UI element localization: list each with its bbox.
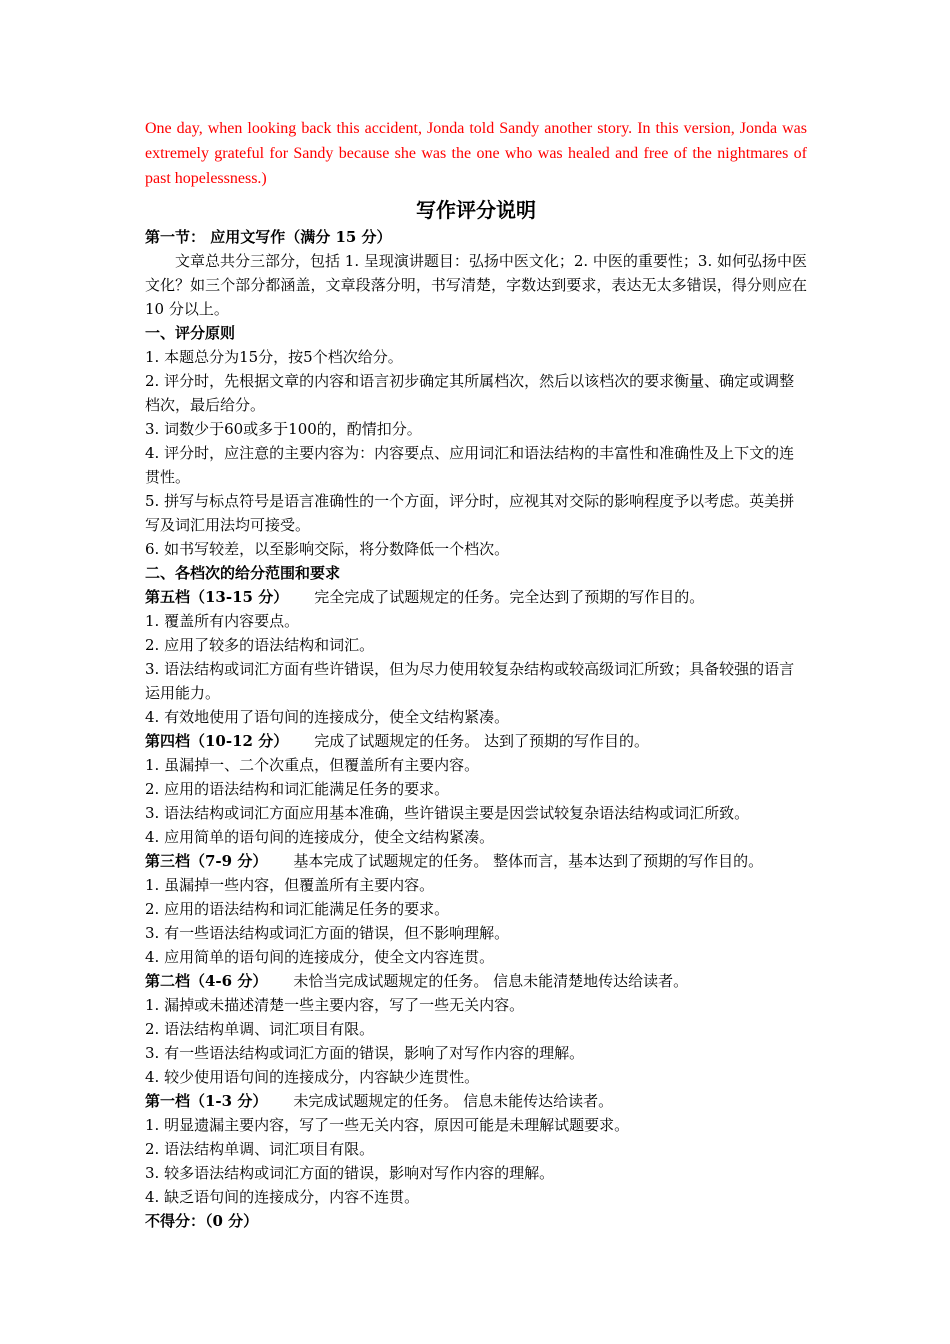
band-5 [145, 585, 807, 729]
band-item: 2. 应用了较多的语法结构和词汇。 [145, 636, 375, 654]
zero-score-heading: 不得分：（0 分） [145, 1212, 259, 1230]
band-header [145, 969, 807, 993]
band-4 [145, 729, 807, 849]
document-title: 写作评分说明 [416, 198, 536, 222]
section1-paragraph: 文章总共分三部分，包括 1. 呈现演讲题目：弘扬中医文化；2. 中医的重要性；3. 如何弘扬中医文化？如三个部分都涵盖，文章段落分明，书写清楚，字数达到要求，表达无太多错误，得分则应在 10 分以上。 [145, 252, 808, 318]
band-item: 1. 虽漏掉一、二个次重点，但覆盖所有主要内容。 [145, 756, 480, 774]
band-label: 第二档（4-6 分） [145, 972, 268, 990]
band-desc: 未恰当完成试题规定的任务。 信息未能清楚地传达给读者。 [293, 972, 689, 990]
band-1 [145, 1089, 807, 1209]
band-header [145, 1089, 807, 1113]
band-2 [145, 969, 807, 1089]
band-header [145, 729, 807, 753]
band-desc: 基本完成了试题规定的任务。 整体而言，基本达到了预期的写作目的。 [293, 852, 764, 870]
principles-heading: 一、评分原则 [145, 324, 236, 342]
band-item: 3. 有一些语法结构或词汇方面的错误，但不影响理解。 [145, 924, 510, 942]
band-item: 4. 缺乏语句间的连接成分，内容不连贯。 [145, 1188, 420, 1206]
principle-item: 5. 拼写与标点符号是语言准确性的一个方面，评分时，应视其对交际的影响程度予以考虑。英美拼写及词汇用法均可接受。 [145, 492, 795, 534]
intro-red-paragraph: One day, when looking back this accident, Jonda told Sandy another story. In this version, Jonda was extremely grateful for Sandy because she was the one who was healed and free of the nightmares of past hopelessness.) [145, 120, 807, 187]
band-item: 2. 应用的语法结构和词汇能满足任务的要求。 [145, 900, 450, 918]
band-label: 第一档（1-3 分） [145, 1092, 268, 1110]
band-label: 第四档（10-12 分） [145, 732, 289, 750]
principle-item: 1. 本题总分为15分，按5个档次给分。 [145, 348, 403, 366]
band-label: 第五档（13-15 分） [145, 588, 289, 606]
bands-heading: 二、各档次的给分范围和要求 [145, 564, 341, 582]
band-item: 2. 语法结构单调、词汇项目有限。 [145, 1140, 375, 1158]
principle-item: 2. 评分时，先根据文章的内容和语言初步确定其所属档次，然后以该档次的要求衡量、确定或调整档次，最后给分。 [145, 372, 795, 414]
band-item: 1. 虽漏掉一些内容，但覆盖所有主要内容。 [145, 876, 435, 894]
band-item: 3. 较多语法结构或词汇方面的错误，影响对写作内容的理解。 [145, 1164, 555, 1182]
band-desc: 完全完成了试题规定的任务。完全达到了预期的写作目的。 [314, 588, 705, 606]
band-item: 3. 有一些语法结构或词汇方面的错误，影响了对写作内容的理解。 [145, 1044, 585, 1062]
principle-item: 6. 如书写较差，以至影响交际，将分数降低一个档次。 [145, 540, 510, 558]
principle-item: 4. 评分时，应注意的主要内容为：内容要点、应用词汇和语法结构的丰富性和准确性及上下文的连贯性。 [145, 444, 795, 486]
band-item: 1. 漏掉或未描述清楚一些主要内容，写了一些无关内容。 [145, 996, 525, 1014]
band-header [145, 585, 807, 609]
principle-item: 3. 词数少于60或多于100的，酌情扣分。 [145, 420, 422, 438]
band-desc: 完成了试题规定的任务。 达到了预期的写作目的。 [314, 732, 649, 750]
band-desc: 未完成试题规定的任务。 信息未能传达给读者。 [293, 1092, 614, 1110]
band-item: 3. 语法结构或词汇方面应用基本准确，些许错误主要是因尝试较复杂语法结构或词汇所致。 [145, 804, 750, 822]
band-item: 4. 有效地使用了语句间的连接成分，使全文结构紧凑。 [145, 708, 510, 726]
band-item: 4. 应用简单的语句间的连接成分，使全文内容连贯。 [145, 948, 495, 966]
section1-heading: 第一节： 应用文写作（满分 15 分） [145, 228, 392, 246]
band-header [145, 849, 807, 873]
band-item: 3. 语法结构或词汇方面有些许错误，但为尽力使用较复杂结构或较高级词汇所致；具备较强的语言运用能力。 [145, 660, 795, 702]
band-item: 2. 应用的语法结构和词汇能满足任务的要求。 [145, 780, 450, 798]
band-item: 1. 覆盖所有内容要点。 [145, 612, 300, 630]
band-item: 4. 较少使用语句间的连接成分，内容缺少连贯性。 [145, 1068, 480, 1086]
document-page [145, 116, 807, 1233]
band-item: 2. 语法结构单调、词汇项目有限。 [145, 1020, 375, 1038]
band-label: 第三档（7-9 分） [145, 852, 268, 870]
principles-list [145, 345, 807, 561]
band-item: 1. 明显遗漏主要内容，写了一些无关内容，原因可能是未理解试题要求。 [145, 1116, 630, 1134]
band-3 [145, 849, 807, 969]
band-item: 4. 应用简单的语句间的连接成分，使全文结构紧凑。 [145, 828, 495, 846]
